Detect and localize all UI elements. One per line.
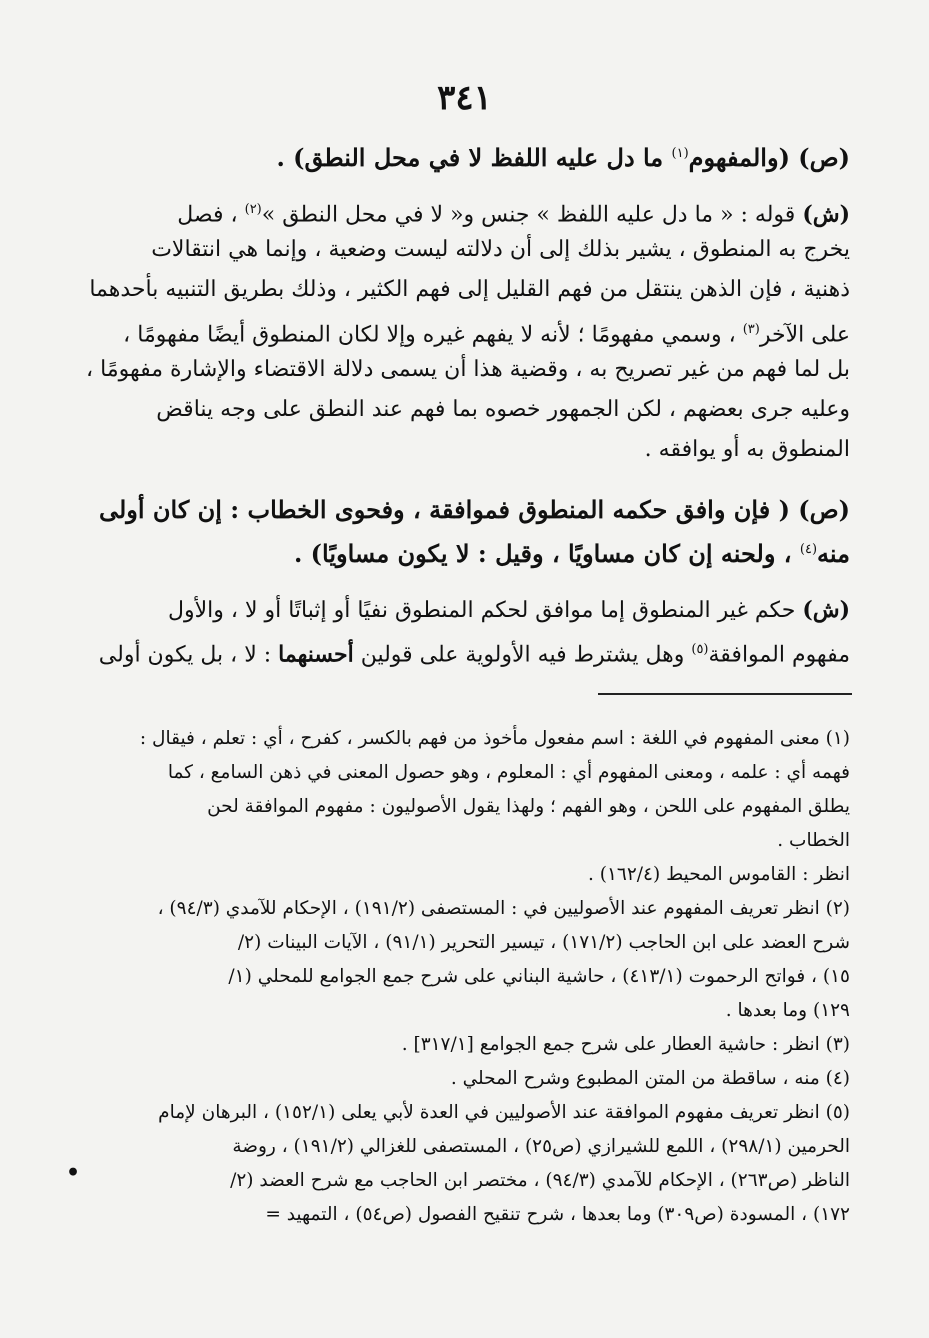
- matn-line: (ص) (والمفهوم$^{(١)}$ ما دل عليه اللفظ لا في محل النطق) .: [276, 143, 850, 172]
- footnote-separator: [598, 693, 852, 695]
- footnote-line: (٥) انظر تعريف مفهوم الموافقة عند الأصوليين في العدة لأبي يعلى (١٥٢/١) ، البرهان لإمام: [158, 1102, 850, 1123]
- sharh-line: يخرج به المنطوق ، يشير بذلك إلى أن دلالته ليست وضعية ، وإنما هي انتقالات: [151, 237, 850, 262]
- footnote-line: (٢) انظر تعريف المفهوم عند الأصوليين في : المستصفى (١٩١/٢) ، الإحكام للآمدي (٩٤/٣) ،: [157, 898, 850, 919]
- footnote-line: (٤) منه ، ساقطة من المتن المطبوع وشرح المحلي .: [450, 1068, 850, 1089]
- footnote-line: الحرمين (٢٩٨/١) ، اللمع للشيرازي (ص٢٥) ، المستصفى للغزالي (١٩١/٢) ، روضة: [232, 1136, 850, 1157]
- sharh-paragraph-1: [80, 190, 850, 470]
- sharh-line: ذهنية ، فإن الذهن ينتقل من فهم القليل إلى فهم الكثير ، وذلك بطريق التنبيه بأحدهما: [89, 277, 850, 302]
- footnote-ref[interactable]: (٣): [742, 322, 760, 337]
- matn-paragraph-1: [80, 134, 850, 174]
- footnotes: [80, 722, 850, 1232]
- footnote-line: الناظر (ص٢٦٣) ، الإحكام للآمدي (٩٤/٣) ، مختصر ابن الحاجب مع شرح العضد (٢/: [230, 1170, 850, 1191]
- footnote-ref[interactable]: (٥): [691, 642, 709, 657]
- footnote-line: ١٢٩) وما بعدها .: [725, 1000, 850, 1021]
- footnote-ref[interactable]: (٢): [244, 202, 262, 217]
- footnote-line: (٣) انظر : حاشية العطار على شرح جمع الجوامع [٣١٧/١] .: [401, 1034, 850, 1055]
- footnote-line: فهمه أي : علمه ، ومعنى المفهوم أي : المعلوم ، وهو حصول المعنى في ذهن السامع ، كما: [167, 762, 850, 783]
- footnote-4: [80, 1062, 850, 1096]
- sharh-line: (ش) قوله : « ما دل عليه اللفظ » جنس و« لا في محل النطق »$^{(٢)}$ ، فصل: [177, 201, 850, 228]
- footnote-2: [80, 892, 850, 1028]
- footnote-1: [80, 722, 850, 892]
- footnote-line: الخطاب .: [777, 830, 850, 851]
- footnote-line: يطلق المفهوم على اللحن ، وهو الفهم ؛ ولهذا يقول الأصوليون : مفهوم الموافقة لحن: [207, 796, 850, 817]
- footnote-5: [80, 1096, 850, 1232]
- footnote-line: ١٧٢) ، المسودة (ص٣٠٩) وما بعدها ، شرح تنقيح الفصول (ص٥٤) ، التمهيد =: [265, 1204, 850, 1225]
- matn-line: منه$^{(٤)}$ ، ولحنه إن كان مساويًا ، وقيل : لا يكون مساويًا) .: [293, 539, 850, 568]
- sharh-line: المنطوق به أو يوافقه .: [644, 437, 850, 462]
- sharh-line: (ش) حكم غير المنطوق إما موافق لحكم المنطوق نفيًا أو إثباتًا أو لا ، والأول: [167, 597, 850, 623]
- sharh-line: مفهوم الموافقة$^{(٥)}$ وهل يشترط فيه الأولوية على قولين أحسنهما : لا ، بل يكون أولى: [98, 641, 850, 668]
- footnote-line: (١) معنى المفهوم في اللغة : اسم مفعول مأخوذ من فهم بالكسر ، كفرح ، أي : تعلم ، فيقال :: [139, 728, 850, 749]
- matn-line: (ص) ( فإن وافق حكمه المنطوق فموافقة ، وفحوى الخطاب : إن كان أولى: [98, 495, 850, 524]
- footnote-line: انظر : القاموس المحيط (١٦٢/٤) .: [588, 864, 850, 885]
- sharh-line: بل لما فهم من غير تصريح به ، وقضية هذا أن يسمى دلالة الاقتضاء والإشارة مفهومًا ،: [86, 357, 850, 382]
- footnote-line: شرح العضد على ابن الحاجب (١٧١/٢) ، تيسير التحرير (٩١/١) ، الآيات البينات (٢/: [237, 932, 850, 953]
- footnote-3: [80, 1028, 850, 1062]
- page-number: ٣٤١: [437, 78, 492, 118]
- sharh-paragraph-2: [80, 590, 850, 670]
- sharh-line: على الآخر$^{(٣)}$ ، وسمي مفهومًا ؛ لأنه لا يفهم غيره وإلا لكان المنطوق أيضًا مفهومًا ،: [123, 322, 850, 348]
- footnote-ref[interactable]: (٤): [799, 542, 818, 557]
- footnote-line: ١٥) ، فواتح الرحموت (٤١٣/١) ، حاشية البناني على شرح جمع الجوامع للمحلي (١/: [228, 966, 850, 987]
- footnote-ref[interactable]: (١): [671, 146, 689, 161]
- sharh-line: وعليه جرى بعضهم ، لكن الجمهور خصوه بما فهم عند النطق على وجه يناقض: [156, 397, 850, 422]
- scan-speck: •: [66, 1160, 81, 1186]
- matn-paragraph-2: [80, 490, 850, 570]
